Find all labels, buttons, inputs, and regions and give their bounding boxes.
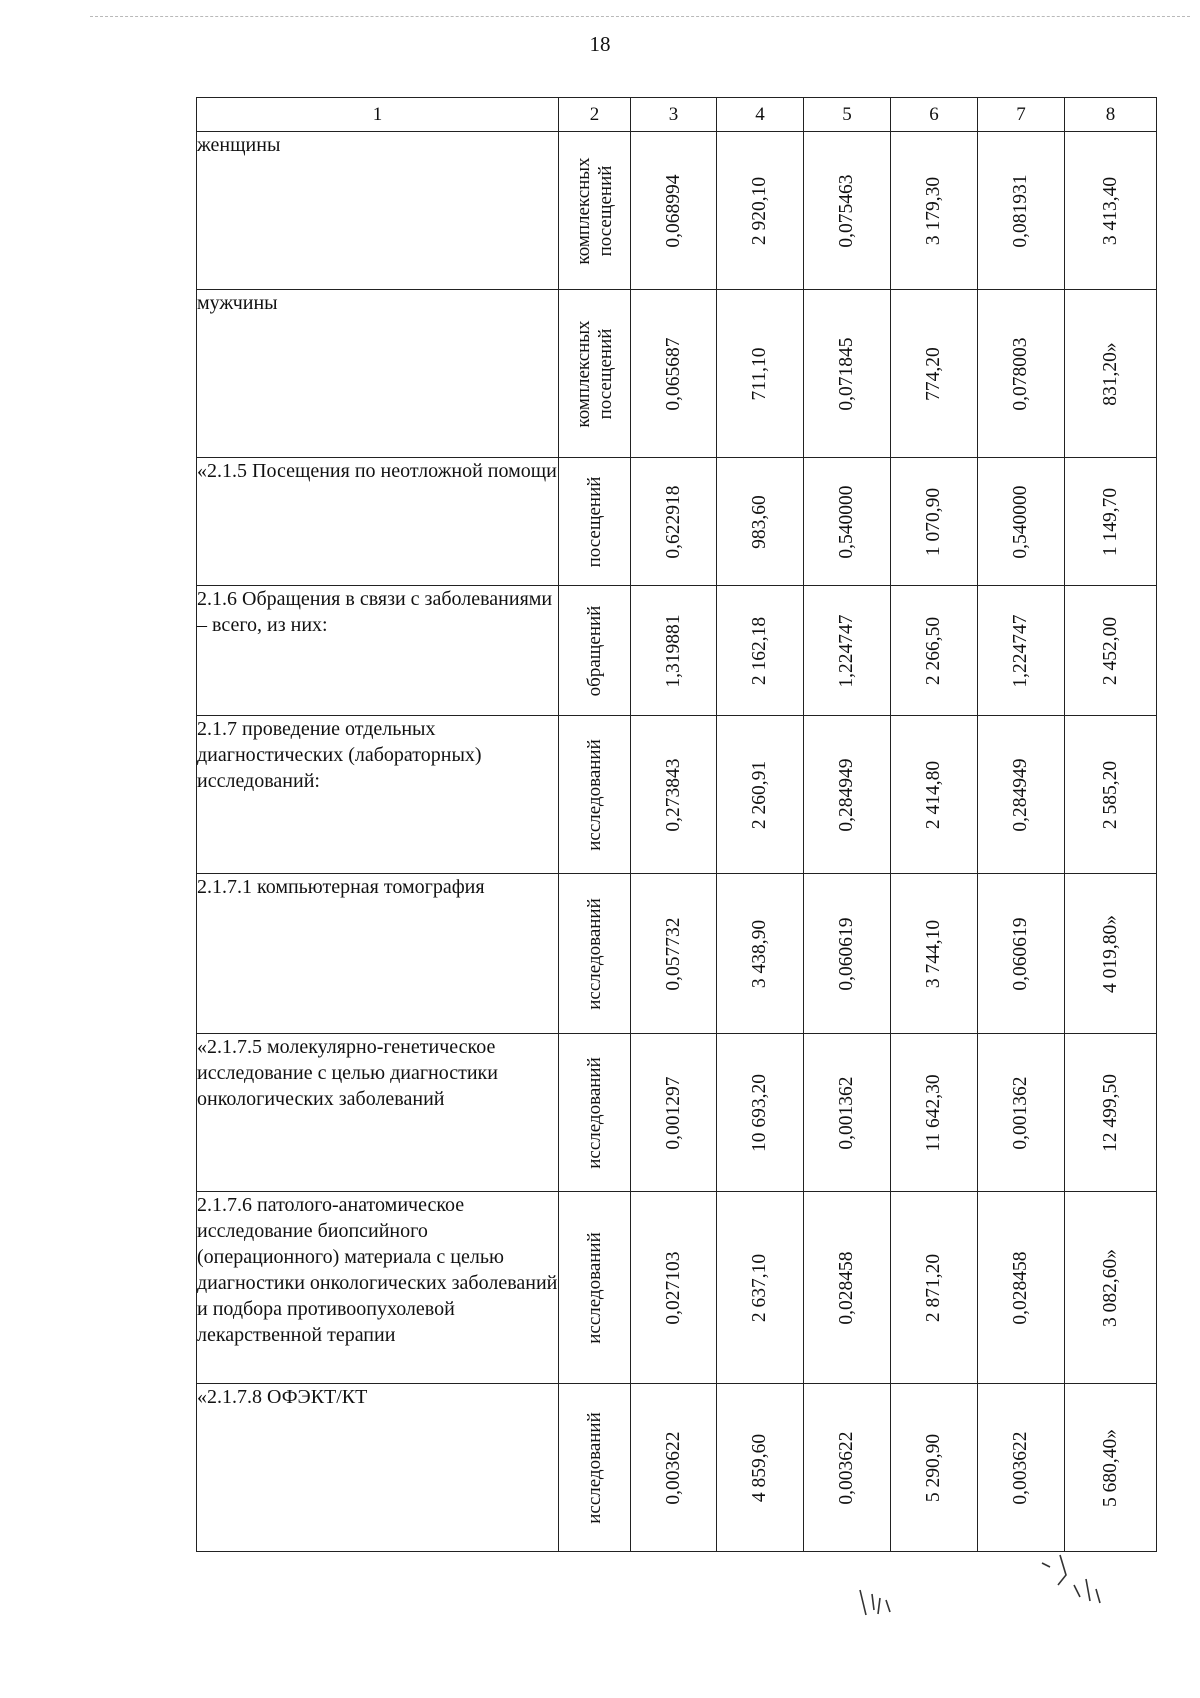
value-text: 0,540000 (836, 484, 857, 559)
unit-text: посещений (583, 476, 605, 567)
unit-text: исследований (583, 1056, 605, 1169)
unit-text: исследований (583, 738, 605, 851)
value-cell (631, 290, 717, 458)
value-cell (717, 290, 804, 458)
row-name: «2.1.7.8 ОФЭКТ/КТ (197, 1384, 559, 1552)
column-header: 5 (804, 98, 891, 132)
column-header: 8 (1065, 98, 1157, 132)
table-row (197, 132, 1157, 290)
column-header: 2 (559, 98, 631, 132)
value-cell (1065, 1034, 1157, 1192)
value-text: 0,003622 (1010, 1430, 1031, 1505)
value-cell (1065, 874, 1157, 1034)
value-cell (631, 132, 717, 290)
value-text: 0,622918 (662, 484, 684, 559)
value-text: 2 452,00 (1099, 616, 1121, 685)
unit-text: исследований (583, 1411, 605, 1524)
table-row (197, 458, 1157, 586)
value-cell (631, 458, 717, 586)
value-text: 0,028458 (1010, 1250, 1031, 1325)
value-cell (631, 586, 717, 716)
row-name: женщины (197, 132, 559, 290)
value-cell (978, 1192, 1065, 1384)
table-row (197, 716, 1157, 874)
value-cell (891, 586, 978, 716)
value-cell (1065, 716, 1157, 874)
value-cell (717, 1034, 804, 1192)
unit-cell (559, 458, 631, 586)
column-header: 3 (631, 98, 717, 132)
value-text: 0,001362 (1010, 1075, 1031, 1150)
value-cell (804, 1384, 891, 1552)
column-header: 7 (978, 98, 1065, 132)
unit-cell (559, 586, 631, 716)
value-cell (804, 290, 891, 458)
table-row (197, 1192, 1157, 1384)
value-text: 0,057732 (662, 916, 684, 991)
value-cell (891, 132, 978, 290)
value-cell (804, 458, 891, 586)
value-cell (1065, 1384, 1157, 1552)
value-text: 1,224747 (1010, 613, 1031, 688)
value-text: 0,273843 (662, 757, 684, 832)
value-text: 4 019,80» (1099, 914, 1121, 993)
row-name: «2.1.7.5 молекулярно-генетическое исследование с целью диагностики онкологических заболеваний (197, 1034, 559, 1192)
unit-text: комплексных посещений (572, 319, 616, 428)
unit-cell (559, 874, 631, 1034)
value-cell (1065, 458, 1157, 586)
value-text: 0,284949 (1010, 757, 1031, 832)
value-cell (891, 458, 978, 586)
value-text: 0,081931 (1010, 173, 1031, 248)
unit-cell (559, 290, 631, 458)
value-text: 0,075463 (836, 173, 857, 248)
value-cell (978, 458, 1065, 586)
table-row (197, 874, 1157, 1034)
value-text: 11 642,30 (923, 1073, 944, 1152)
value-text: 3 744,10 (923, 919, 944, 988)
unit-text: обращений (583, 605, 605, 696)
value-cell (717, 586, 804, 716)
value-cell (891, 874, 978, 1034)
value-cell (631, 1034, 717, 1192)
value-text: 0,028458 (836, 1250, 857, 1325)
value-cell (978, 1034, 1065, 1192)
value-cell (631, 1192, 717, 1384)
signature-mark (850, 1570, 930, 1630)
value-text: 4 859,60 (749, 1433, 770, 1502)
value-text: 2 585,20 (1099, 760, 1121, 829)
value-text: 2 414,80 (923, 760, 944, 829)
value-text: 12 499,50 (1099, 1073, 1121, 1152)
value-cell (978, 716, 1065, 874)
value-cell (1065, 586, 1157, 716)
value-text: 711,10 (749, 347, 770, 400)
table-row (197, 290, 1157, 458)
unit-cell (559, 132, 631, 290)
row-name: мужчины (197, 290, 559, 458)
table-row (197, 1384, 1157, 1552)
value-cell (1065, 1192, 1157, 1384)
value-cell (804, 586, 891, 716)
value-cell (1065, 132, 1157, 290)
row-name: «2.1.5 Посещения по неотложной помощи (197, 458, 559, 586)
unit-text: комплексных посещений (572, 156, 616, 265)
value-text: 0,060619 (1010, 916, 1031, 991)
page-number: 18 (589, 32, 611, 56)
value-text: 3 082,60» (1099, 1248, 1121, 1327)
value-text: 3 413,40 (1099, 176, 1121, 245)
value-cell (631, 1384, 717, 1552)
row-name: 2.1.7.1 компьютерная томография (197, 874, 559, 1034)
value-text: 831,20» (1099, 341, 1121, 406)
value-cell (804, 132, 891, 290)
unit-text: исследований (583, 897, 605, 1010)
value-cell (1065, 290, 1157, 458)
value-text: 0,540000 (1010, 484, 1031, 559)
table-header-row (197, 98, 1157, 132)
value-text: 0,284949 (836, 757, 857, 832)
value-text: 0,065687 (662, 336, 684, 411)
value-text: 0,068994 (662, 173, 684, 248)
value-cell (717, 1384, 804, 1552)
value-text: 2 162,18 (749, 616, 770, 685)
value-text: 5 680,40» (1099, 1428, 1121, 1507)
value-text: 0,027103 (662, 1250, 684, 1325)
value-cell (978, 874, 1065, 1034)
value-text: 2 920,10 (749, 176, 770, 245)
value-text: 3 179,30 (923, 176, 944, 245)
value-cell (804, 1034, 891, 1192)
column-header: 1 (197, 98, 559, 132)
table-row (197, 1034, 1157, 1192)
column-header: 6 (891, 98, 978, 132)
value-text: 2 260,91 (749, 760, 770, 829)
value-text: 1 070,90 (923, 487, 944, 556)
value-text: 983,60 (749, 494, 770, 549)
value-text: 0,071845 (836, 336, 857, 411)
data-table (196, 97, 1157, 1552)
value-text: 0,001362 (836, 1075, 857, 1150)
value-cell (804, 716, 891, 874)
unit-cell (559, 1034, 631, 1192)
value-text: 0,003622 (836, 1430, 857, 1505)
top-scan-rule (90, 16, 1190, 17)
row-name: 2.1.7 проведение отдельных диагностических (лабораторных) исследований: (197, 716, 559, 874)
value-cell (891, 1384, 978, 1552)
value-text: 1 149,70 (1099, 487, 1121, 556)
value-text: 2 266,50 (923, 616, 944, 685)
value-cell (978, 1384, 1065, 1552)
column-header: 4 (717, 98, 804, 132)
value-text: 2 637,10 (749, 1253, 770, 1322)
value-text: 774,20 (923, 346, 944, 401)
value-text: 10 693,20 (749, 1073, 770, 1152)
value-cell (891, 1192, 978, 1384)
value-cell (891, 290, 978, 458)
value-text: 0,060619 (836, 916, 857, 991)
value-cell (717, 1192, 804, 1384)
row-name: 2.1.6 Обращения в связи с заболеваниями – всего, из них: (197, 586, 559, 716)
unit-text: исследований (583, 1231, 605, 1344)
value-text: 5 290,90 (923, 1433, 944, 1502)
value-cell (804, 1192, 891, 1384)
value-cell (891, 716, 978, 874)
value-cell (717, 132, 804, 290)
value-text: 0,003622 (662, 1430, 684, 1505)
value-cell (978, 290, 1065, 458)
value-cell (804, 874, 891, 1034)
value-cell (717, 874, 804, 1034)
value-cell (717, 458, 804, 586)
value-text: 1,319881 (662, 613, 684, 688)
unit-cell (559, 1384, 631, 1552)
unit-cell (559, 1192, 631, 1384)
signature-mark (1030, 1545, 1120, 1615)
value-text: 2 871,20 (923, 1253, 944, 1322)
value-text: 1,224747 (836, 613, 857, 688)
value-cell (717, 716, 804, 874)
table-row (197, 586, 1157, 716)
row-name: 2.1.7.6 патолого-анатомическое исследование биопсийного (операционного) материала с целью диагностики онкологических заболеваний и подбора противоопухолевой лекарственной терапии (197, 1192, 559, 1384)
value-text: 0,001297 (662, 1075, 684, 1150)
value-cell (978, 586, 1065, 716)
value-text: 3 438,90 (749, 919, 770, 988)
value-cell (631, 874, 717, 1034)
value-cell (631, 716, 717, 874)
value-text: 0,078003 (1010, 336, 1031, 411)
value-cell (978, 132, 1065, 290)
unit-cell (559, 716, 631, 874)
value-cell (891, 1034, 978, 1192)
